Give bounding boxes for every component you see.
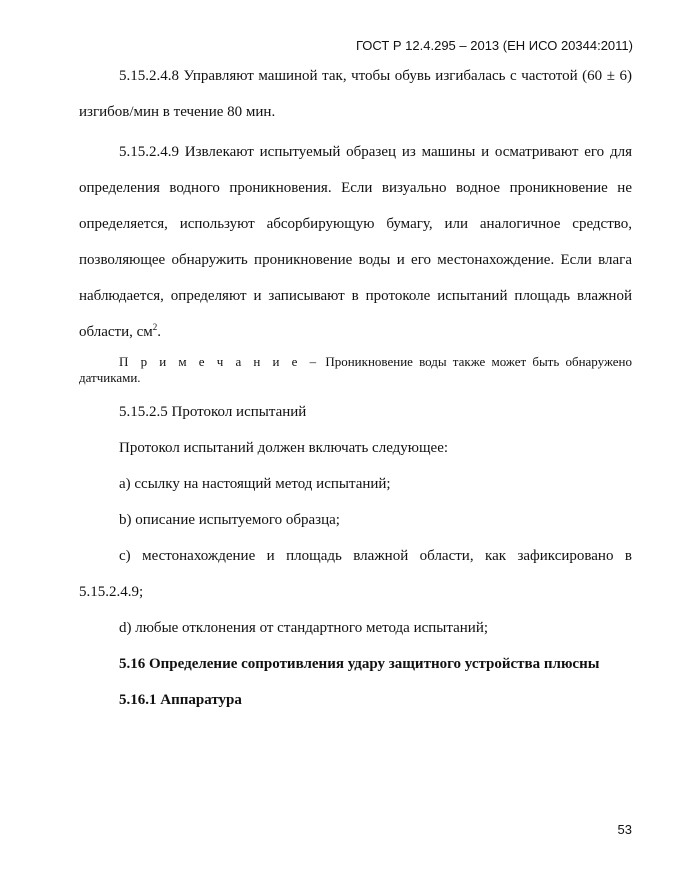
- note-label: П р и м е ч а н и е –: [119, 354, 320, 369]
- paragraph-5-15-2-4-9: [79, 134, 632, 350]
- paragraph-text: 5.15.2.4.9 Извлекают испытуемый образец из машины и осматривают его для определения водного проникновения. Если визуально водное проникновение не определяется, используют абсорбирующую бумагу, или аналогичное средство, позволяющее обнаружить проникновение воды и его местонахождение. Если влага наблюдается, определяют и записывают в протоколе испытаний площадь влажной области, см: [79, 144, 632, 340]
- list-item-b: b) описание испытуемого образца;: [119, 512, 340, 528]
- list-item-c: c) местонахождение и площадь влажной области, как зафиксировано в 5.15.2.4.9;: [79, 548, 632, 600]
- paragraph-report-intro: Протокол испытаний должен включать следующее:: [119, 440, 449, 456]
- paragraph-5-15-2-4-8: 5.15.2.4.8 Управляют машиной так, чтобы обувь изгибалась с частотой (60 ± 6) изгибов/мин в течение 80 мин.: [79, 68, 632, 120]
- note: [79, 354, 632, 386]
- superscript: 2: [152, 322, 158, 332]
- page-number: 53: [617, 822, 632, 837]
- list-item-a: a) ссылку на настоящий метод испытаний;: [119, 476, 391, 492]
- note-text: Проникновение воды также может быть обнаружено датчиками.: [79, 354, 633, 385]
- section-heading-5-16-1: 5.16.1 Аппаратура: [119, 692, 242, 708]
- paragraph-end: .: [157, 324, 162, 340]
- document-header: ГОСТ Р 12.4.295 – 2013 (ЕН ИСО 20344:2011): [355, 38, 633, 53]
- page-content: [79, 58, 632, 718]
- list-item-d: d) любые отклонения от стандартного метода испытаний;: [119, 620, 489, 636]
- paragraph-5-15-2-5: 5.15.2.5 Протокол испытаний: [119, 404, 307, 420]
- section-heading-5-16: 5.16 Определение сопротивления удару защитного устройства плюсны: [119, 656, 600, 672]
